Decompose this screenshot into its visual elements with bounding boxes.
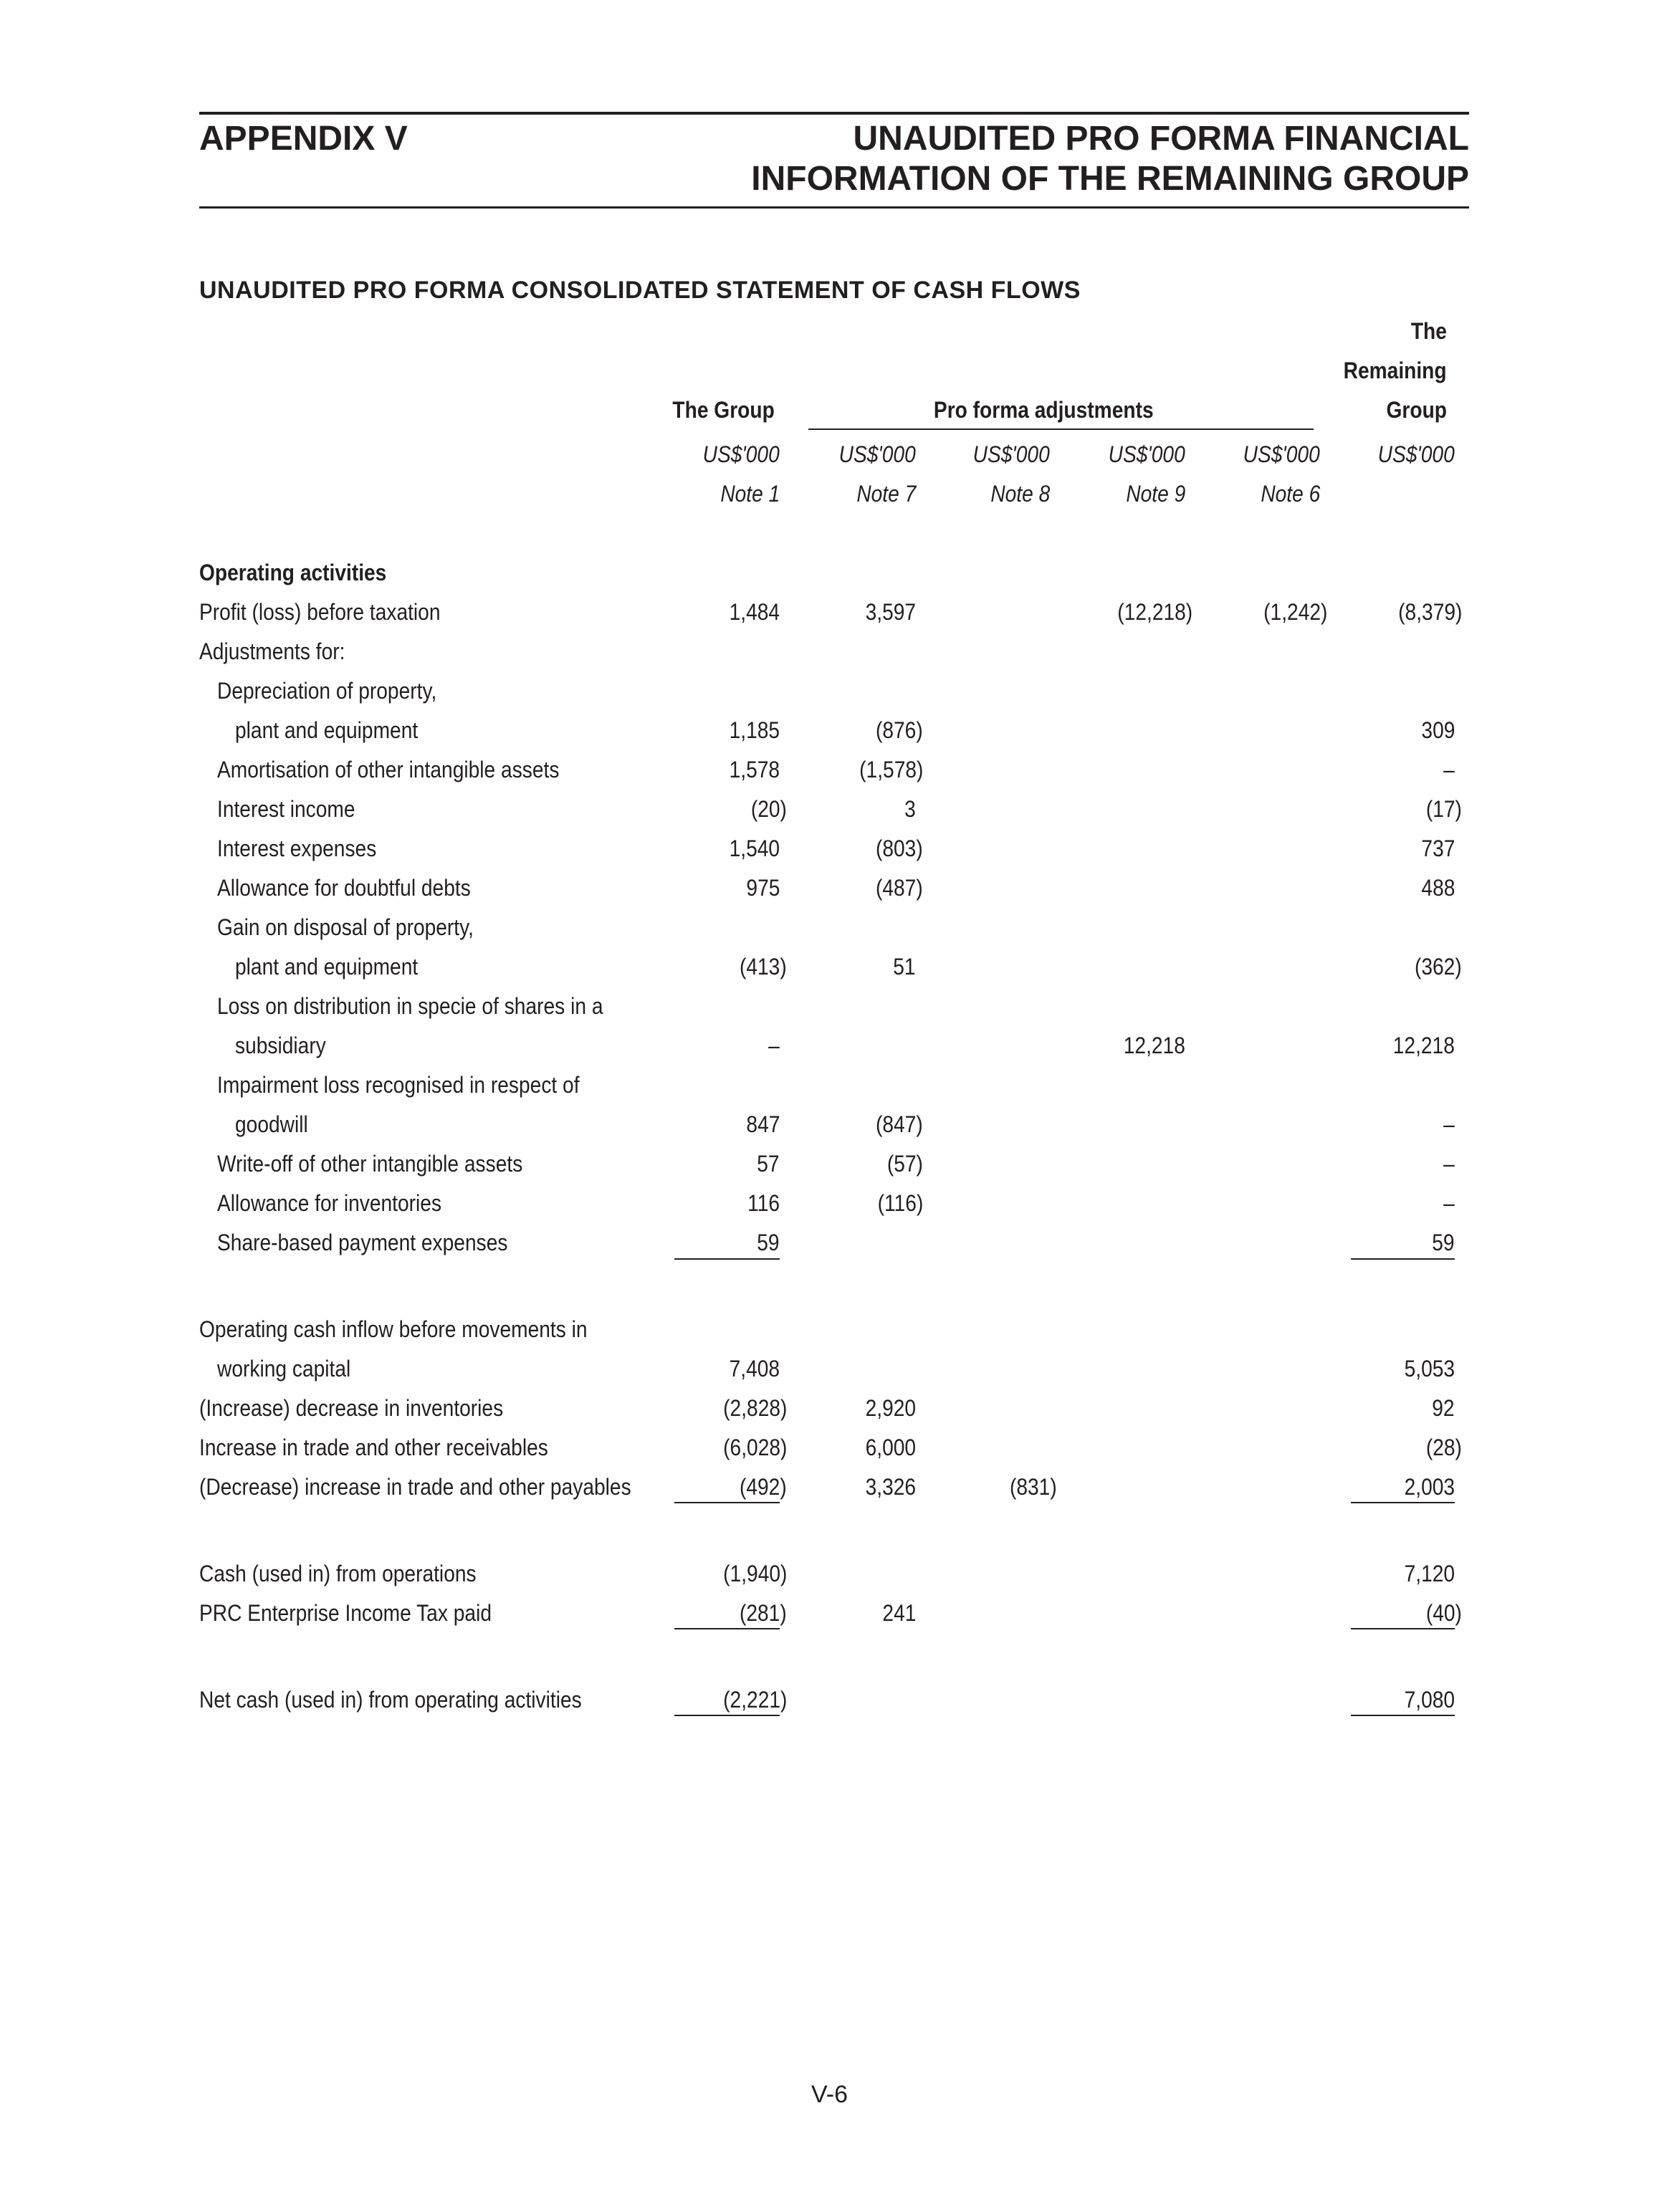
- row-label: plant and equipment: [235, 954, 419, 980]
- cell-value: 2,920: [865, 1395, 916, 1421]
- row-label: Share-based payment expenses: [217, 1230, 508, 1255]
- cell-value: 241: [882, 1600, 916, 1626]
- adjustments-heading: Pro forma adjustments: [934, 397, 1154, 423]
- cell-value: 116: [747, 1190, 780, 1216]
- cell-value: (803): [876, 836, 923, 861]
- unit-label: US$'000: [1243, 441, 1320, 467]
- cell-value: (492): [740, 1474, 787, 1500]
- header-bottom-rule: [199, 206, 1469, 209]
- note-label: Note 8: [990, 481, 1050, 507]
- cell-value: –: [768, 1033, 780, 1058]
- header-title-line2: INFORMATION OF THE REMAINING GROUP: [751, 160, 1469, 198]
- subtotal-rule: [1351, 1715, 1455, 1716]
- row-label: (Decrease) increase in trade and other payables: [199, 1474, 631, 1500]
- row-label: Gain on disposal of property,: [217, 914, 474, 940]
- cell-value: 59: [1432, 1230, 1455, 1255]
- remaining-heading-line3: Group: [1386, 397, 1447, 423]
- cell-value: 7,080: [1404, 1687, 1455, 1713]
- cell-value: 51: [893, 954, 916, 980]
- cell-value: (831): [1010, 1474, 1057, 1500]
- row-label: working capital: [217, 1356, 351, 1382]
- cell-value: (20): [750, 796, 787, 822]
- cell-value: (487): [876, 875, 923, 901]
- cell-value: –: [1443, 757, 1455, 782]
- subtotal-rule: [1351, 1502, 1455, 1503]
- row-label: PRC Enterprise Income Tax paid: [199, 1600, 492, 1626]
- cell-value: 92: [1432, 1395, 1455, 1421]
- cell-value: 57: [757, 1151, 780, 1177]
- row-label: Interest income: [217, 796, 355, 822]
- cell-value: (413): [740, 954, 787, 980]
- row-label: Write-off of other intangible assets: [217, 1151, 523, 1177]
- cell-value: 1,484: [729, 599, 780, 625]
- subtotal-rule: [1351, 1258, 1455, 1260]
- cell-value: 59: [757, 1230, 780, 1255]
- row-label: Operating activities: [199, 560, 387, 585]
- row-label: Depreciation of property,: [217, 678, 437, 704]
- cell-value: 3,326: [865, 1474, 916, 1500]
- remaining-heading-line1: The: [1410, 318, 1447, 344]
- subtotal-rule: [1351, 1628, 1455, 1629]
- note-label: Note 1: [720, 481, 780, 507]
- cell-value: 488: [1421, 875, 1455, 901]
- row-label: (Increase) decrease in inventories: [199, 1395, 504, 1421]
- appendix-label: APPENDIX V: [199, 120, 408, 158]
- row-label: Profit (loss) before taxation: [199, 599, 441, 625]
- cell-value: (876): [876, 717, 923, 743]
- row-label: Net cash (used in) from operating activities: [199, 1687, 582, 1713]
- cell-value: –: [1443, 1151, 1455, 1177]
- row-label: Cash (used in) from operations: [199, 1561, 477, 1586]
- unit-label: US$'000: [1377, 441, 1455, 467]
- unit-label: US$'000: [1108, 441, 1185, 467]
- row-label: subsidiary: [235, 1033, 326, 1058]
- cell-value: 1,540: [729, 836, 780, 861]
- row-label: plant and equipment: [235, 717, 419, 743]
- cell-value: 7,120: [1404, 1561, 1455, 1586]
- cell-value: (1,578): [859, 757, 923, 782]
- header-title-line1: UNAUDITED PRO FORMA FINANCIAL: [853, 120, 1469, 158]
- cell-value: 6,000: [865, 1435, 916, 1460]
- unit-label: US$'000: [702, 441, 780, 467]
- cell-value: 1,185: [729, 717, 780, 743]
- cell-value: –: [1443, 1111, 1455, 1137]
- cell-value: (28): [1425, 1435, 1462, 1460]
- row-label: goodwill: [235, 1111, 308, 1137]
- cell-value: (12,218): [1117, 599, 1192, 625]
- row-label: Allowance for inventories: [217, 1190, 442, 1216]
- subtotal-rule: [674, 1502, 780, 1503]
- cell-value: 7,408: [729, 1356, 780, 1382]
- row-label: Allowance for doubtful debts: [217, 875, 471, 901]
- row-label: Operating cash inflow before movements in: [199, 1316, 588, 1342]
- group-heading: The Group: [672, 397, 775, 423]
- remaining-heading-line2: Remaining: [1344, 358, 1447, 383]
- cell-value: 12,218: [1123, 1033, 1185, 1058]
- row-label: Increase in trade and other receivables: [199, 1435, 548, 1460]
- cell-value: (57): [886, 1151, 923, 1177]
- cell-value: 2,003: [1404, 1474, 1455, 1500]
- unit-label: US$'000: [972, 441, 1050, 467]
- cell-value: 12,218: [1392, 1033, 1455, 1058]
- note-label: Note 6: [1261, 481, 1320, 507]
- cell-value: (2,828): [722, 1395, 787, 1421]
- page-header-title: [751, 119, 1469, 199]
- cell-value: (2,221): [722, 1687, 787, 1713]
- cell-value: 847: [746, 1111, 780, 1137]
- row-label: Adjustments for:: [199, 638, 345, 664]
- row-label: Loss on distribution in specie of shares in a: [217, 993, 603, 1019]
- note-label: Note 7: [856, 481, 916, 507]
- subtotal-rule: [674, 1715, 780, 1716]
- adjustments-heading-rule: [808, 428, 1314, 430]
- cell-value: 309: [1421, 717, 1455, 743]
- cell-value: 3,597: [865, 599, 916, 625]
- cell-value: 737: [1421, 836, 1455, 861]
- subtotal-rule: [674, 1628, 780, 1629]
- header-top-rule: [199, 112, 1469, 115]
- cell-value: (847): [876, 1111, 923, 1137]
- row-label: Amortisation of other intangible assets: [217, 757, 560, 782]
- cell-value: (6,028): [722, 1435, 787, 1460]
- cell-value: 5,053: [1404, 1356, 1455, 1382]
- cell-value: 975: [746, 875, 780, 901]
- page-number: V-6: [811, 2081, 848, 2108]
- cell-value: 3: [904, 796, 916, 822]
- cell-value: (281): [740, 1600, 787, 1626]
- note-label: Note 9: [1126, 481, 1185, 507]
- cell-value: (1,242): [1263, 599, 1327, 625]
- subtotal-rule: [674, 1258, 780, 1260]
- cell-value: –: [1443, 1190, 1455, 1216]
- row-label: Interest expenses: [217, 836, 377, 861]
- statement-title: UNAUDITED PRO FORMA CONSOLIDATED STATEMENT OF CASH FLOWS: [199, 277, 1081, 304]
- cell-value: (116): [877, 1190, 923, 1216]
- row-label: Impairment loss recognised in respect of: [217, 1072, 580, 1098]
- cell-value: (40): [1425, 1600, 1462, 1626]
- cell-value: (362): [1415, 954, 1462, 980]
- cell-value: 1,578: [729, 757, 780, 782]
- cell-value: (17): [1425, 796, 1462, 822]
- cell-value: (1,940): [722, 1561, 787, 1586]
- unit-label: US$'000: [838, 441, 916, 467]
- cell-value: (8,379): [1397, 599, 1462, 625]
